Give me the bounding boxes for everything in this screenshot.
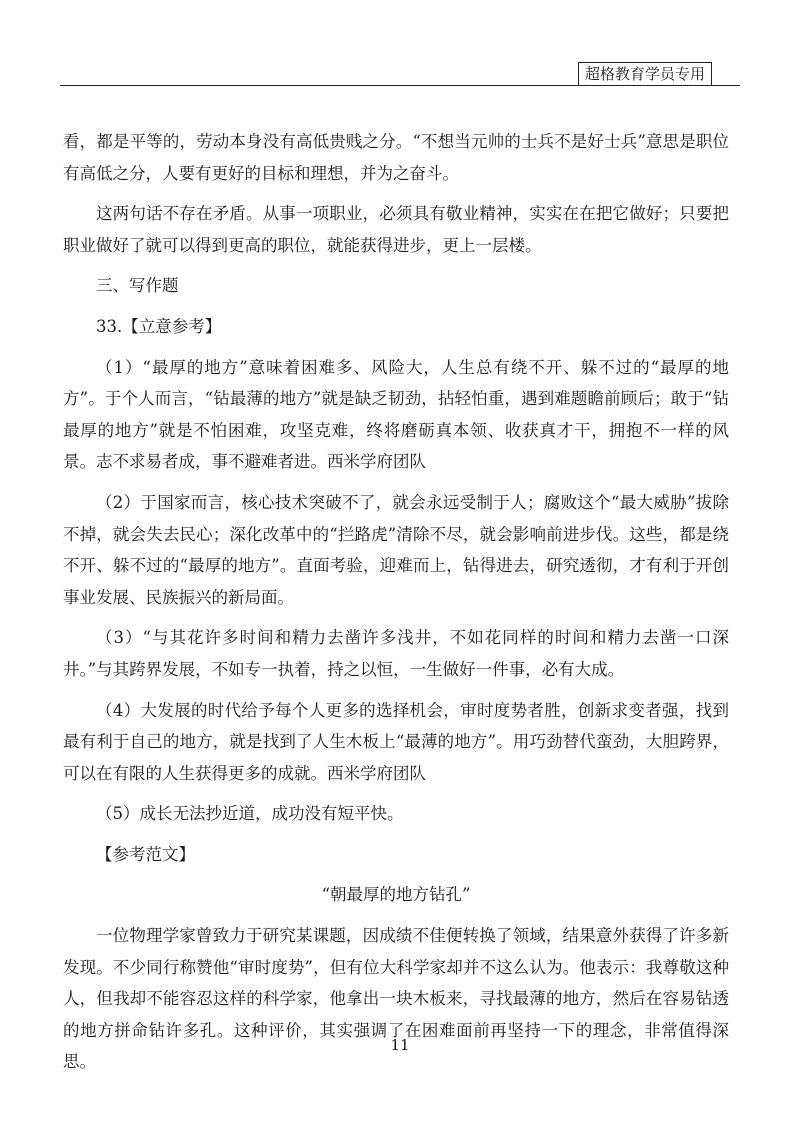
page-number: 11 [390,1036,410,1054]
essay-title: “朝最厚的地方钻孔” [321,885,471,905]
header-badge: 超格教育学员专用 [578,62,712,86]
section-heading: 三、写作题 [96,276,179,296]
essay-paragraph: 一位物理学家曾致力于研究某课题，因成绩不佳便转换了领域，结果意外获得了许多新发现。不少同行称赞他“审时度势”，但有位大科学家却并不这么认为。他表示：我尊敬这种人，但我却不能容忍这样的科学家，他拿出一块木板来，寻找最薄的地方，然后在容易钻透的地方拼命钻许多孔。这种评价，其实强调了在困难面前再坚持一下的理念，非常值得深思。 [63,926,729,1072]
paragraph-continued: 看，都是平等的，劳动本身没有高低贵贱之分。“不想当元帅的士兵不是好士兵”意思是职位有高低之分，人要有更好的目标和理想，并为之奋斗。 [63,132,729,183]
reference-label: 【参考范文】 [96,844,195,864]
point-5: （5）成长无法抄近道，成功没有短平快。 [96,804,404,824]
point-2: （2）于国家而言，核心技术突破不了，就会永远受制于人；腐败这个“最大威胁”拔除不掉，就会失去民心；深化改革中的“拦路虎”清除不尽，就会影响前进步伐。这些，都是绕不开、躲不过的“最厚的地方”。直面考验，迎难而上，钻得进去，研究透彻，才有利于开创事业发展、民族振兴的新局面。 [63,492,729,607]
point-3: （3）“与其花许多时间和精力去凿许多浅井，不如花同样的时间和精力去凿一口深井。”与其跨界发展，不如专一执着，持之以恒，一生做好一件事，必有大成。 [63,628,729,679]
point-1: （1）“最厚的地方”意味着困难多、风险大，人生总有绕不开、躲不过的“最厚的地方”。于个人而言，“钻最薄的地方”就是缺乏韧劲，拈轻怕重，遇到难题瞻前顾后；敢于“钻最厚的地方”就是不怕困难，攻坚克难，终将磨砺真本领、收获真才干，拥抱不一样的风景。志不求易者成，事不避难者进。西米学府团队 [63,357,729,472]
document-body [63,126,729,1087]
point-4: （4）大发展的时代给予每个人更多的选择机会，审时度势者胜，创新求变者强，找到最有利于自己的地方，就是找到了人生木板上“最薄的地方”。用巧劲替代蛮劲，大胆跨界，可以在有限的人生获得更多的成就。西米学府团队 [63,700,729,783]
question-label: 33.【立意参考】 [96,316,222,336]
paragraph-analysis: 这两句话不存在矛盾。从事一项职业，必须具有敬业精神，实实在在把它做好；只要把职业做好了就可以得到更高的职位，就能获得进步，更上一层楼。 [63,204,729,255]
